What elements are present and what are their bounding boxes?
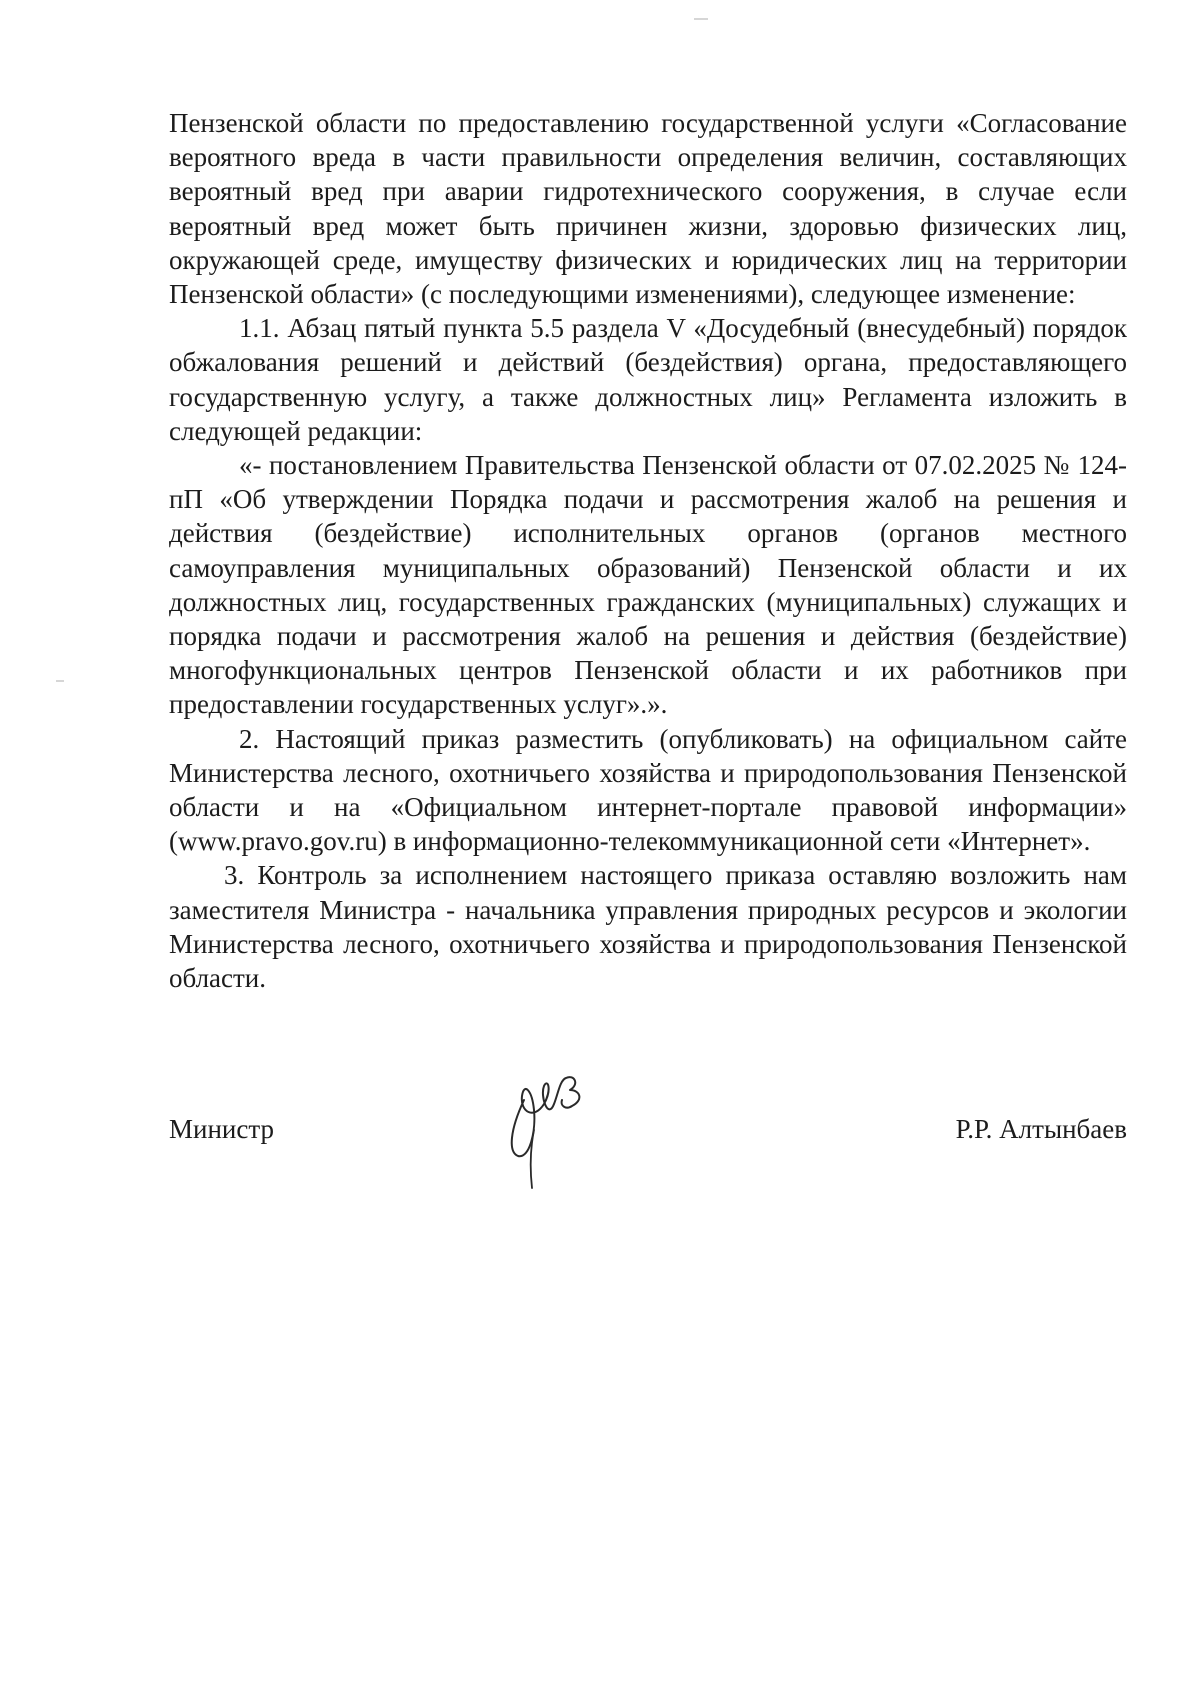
paragraph-2: 2. Настоящий приказ разместить (опубликовать) на официальном сайте Министерства лесного, охотничьего хозяйства и природопользования Пензенской области и на «Официальном интернет-портале правовой информации» (www.pravo.gov.ru) в информационно-телекоммуникационной сети «Интернет».	[169, 723, 1127, 857]
paragraph-1-1: 1.1. Абзац пятый пункта 5.5 раздела V «Досудебный (внесудебный) порядок обжалования решений и действий (бездействия) органа, предоставляющего государственную услугу, а также должностных лиц» Регламента изложить в следующей редакции:	[169, 313, 1127, 446]
signer-name: Р.Р. Алтынбаев	[955, 1114, 1127, 1144]
document-body	[169, 106, 1127, 995]
signer-position: Министр	[169, 1114, 274, 1144]
scan-artifact	[694, 18, 708, 20]
paragraph-intro: Пензенской области по предоставлению государственной услуги «Согласование вероятного вреда в части правильности определения величин, составляющих вероятный вред при аварии гидротехнического сооружения, в случае если вероятный вред может быть причинен жизни, здоровью физических лиц, окружающей среде, имуществу физических и юридических лиц на территории Пензенской области» (с последующими изменениями), следующее изменение:	[169, 108, 1127, 310]
scan-artifact	[56, 680, 64, 682]
paragraph-quote: «- постановлением Правительства Пензенской области от 07.02.2025 № 124-пП «Об утверждении Порядка подачи и рассмотрения жалоб на решения и действия (бездействие) исполнительных органов (органов местного самоуправления муниципальных образований) Пензенской области и их должностных лиц, государственных гражданских (муниципальных) служащих и порядка подачи и рассмотрения жалоб на решения и действия (бездействие) многофункциональных центров Пензенской области и их работников при предоставлении государственных услуг».».	[169, 450, 1127, 720]
signature-block	[169, 1114, 1127, 1154]
paragraph-3: 3. Контроль за исполнением настоящего приказа оставляю возложить нам заместителя Министра - начальника управления природных ресурсов и экологии Министерства лесного, охотничьего хозяйства и природопользования Пензенской области.	[169, 860, 1127, 994]
handwritten-signature	[500, 1060, 590, 1190]
